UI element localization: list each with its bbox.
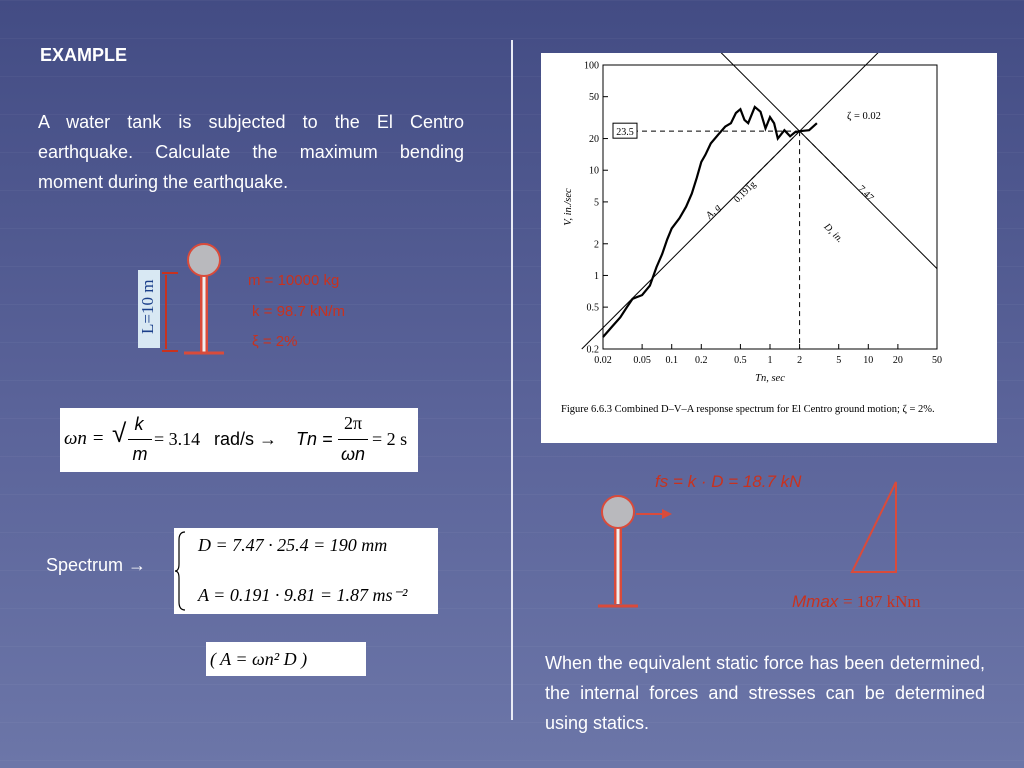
x-tick-label: 0.02 [594, 355, 612, 366]
x-tick-label: 1 [767, 355, 773, 366]
relation-formula: ( A = ωn² D ) [210, 649, 308, 669]
brace [174, 530, 188, 612]
y-tick-label: 0.5 [586, 302, 599, 314]
x-tick-label: 0.5 [734, 355, 747, 366]
tank-mass [188, 244, 220, 276]
acceleration-axis-title: A, g [703, 202, 724, 222]
response-spectrum-chart [541, 53, 997, 443]
stiffness-param: k = 98.7 kN/m [252, 303, 345, 320]
legend-label: ζ = 0.02 [847, 111, 881, 122]
response-spectrum-figure [541, 53, 997, 443]
omega-lhs: ωn = [64, 428, 105, 449]
acceleration-formula: A = 0.191 · 9.81 = 1.87 ms⁻² [198, 585, 408, 605]
period-lhs: Tn = [296, 429, 333, 449]
x-tick-label: 0.1 [665, 355, 678, 366]
max-moment [792, 592, 921, 612]
y-tick-label: 5 [594, 197, 599, 209]
y-tick-label: 10 [589, 165, 599, 177]
x-tick-label: 20 [892, 355, 903, 366]
mass-param: m = 10000 kg [248, 272, 340, 289]
velocity-read-label: 23.5 [616, 127, 634, 139]
x-tick-label: 5 [836, 355, 842, 366]
period-result: = 2 s [372, 429, 408, 449]
slide-heading: EXAMPLE [40, 45, 128, 65]
column-divider [511, 40, 513, 720]
plot-frame [603, 65, 937, 349]
y-axis-label: V, in./sec [563, 188, 574, 226]
max-moment-value: = 187 kNm [843, 592, 921, 611]
acceleration-guide [745, 131, 800, 186]
period-num: 2π [343, 413, 363, 433]
frequency-formula-box [60, 408, 418, 472]
tank-mass-right [602, 496, 634, 528]
figure-caption: Figure 6.6.3 Combined D–V–A response spectrum for El Centro ground motion; ζ = 2%. [561, 404, 935, 415]
sqrt-sign: √ [112, 418, 127, 448]
displacement-formula: D = 7.47 · 25.4 = 190 mm [198, 535, 388, 555]
fraction-bar [128, 439, 152, 440]
displacement-axis-title: D, in. [821, 221, 846, 246]
x-tick-label: 10 [863, 355, 874, 366]
spectrum-formula-box [174, 528, 438, 614]
y-tick-label: 2 [594, 239, 599, 251]
conclusion-text: When the equivalent static force has been determined, the internal forces and stresses can be determined using statics. [545, 653, 985, 733]
omega-frac-num: k [134, 414, 144, 434]
displacement-read-label: 7.47 [855, 183, 876, 204]
damping-param: ξ = 2% [252, 333, 298, 350]
x-tick-label: 50 [932, 355, 942, 366]
x-tick-label: 0.05 [633, 355, 651, 366]
equivalent-force: fs = k · D = 18.7 kN [655, 472, 802, 491]
problem-statement: A water tank is subjected to the El Centro earthquake. Calculate the maximum bending moment during the earthquake. [38, 112, 464, 192]
period-den: ωn [340, 444, 366, 464]
moment-diagram [852, 482, 896, 572]
omega-frac-den: m [132, 444, 148, 464]
y-tick-label: 100 [584, 60, 599, 72]
x-tick-label: 2 [797, 355, 803, 366]
spectrum-label: Spectrum → [46, 555, 147, 575]
max-moment-label: Mmax [792, 592, 839, 611]
spectrum-curve [603, 107, 817, 337]
y-tick-label: 0.2 [586, 344, 599, 356]
length-label: L=10 m [138, 279, 157, 335]
omega-result: = 3.14 [154, 429, 201, 449]
x-tick-label: 0.2 [695, 355, 708, 366]
relation-box [206, 642, 366, 676]
y-tick-label: 1 [594, 270, 599, 282]
y-tick-label: 50 [589, 92, 599, 104]
acceleration-read-label: 0.191g [732, 179, 759, 206]
force-arrowhead [662, 509, 672, 519]
y-tick-label: 20 [589, 134, 599, 146]
x-axis-label: Tn, sec [755, 373, 785, 384]
period-fraction-bar [338, 439, 368, 440]
displacement-axis [582, 53, 937, 349]
omega-unit: rad/s → [214, 429, 278, 449]
static-force-diagram [590, 480, 910, 610]
